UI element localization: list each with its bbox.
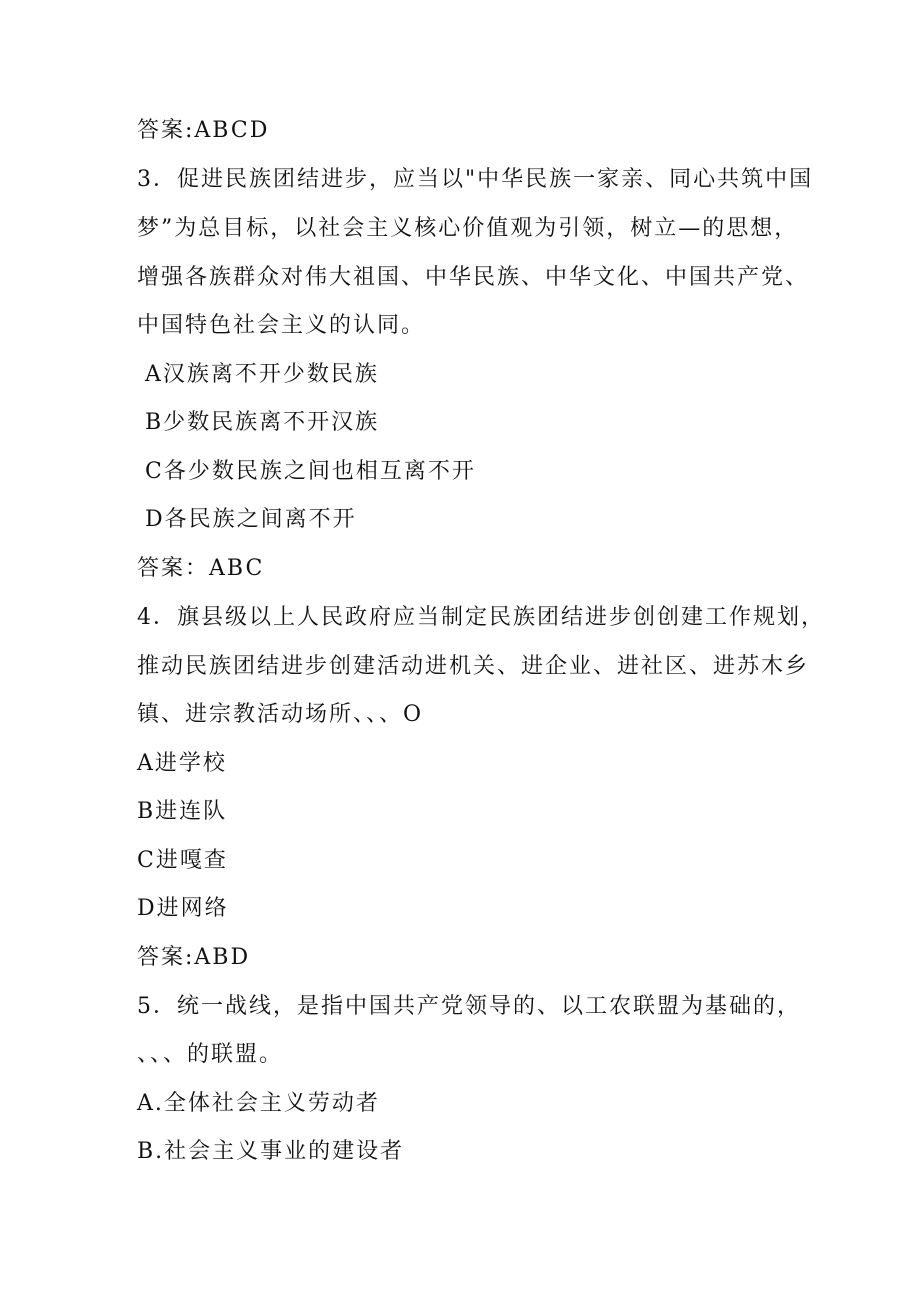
q4-text-line-3: 镇、进宗教活动场所、、、O [137,702,424,727]
q5-option-a: A.全体社会主义劳动者 [137,1091,380,1116]
q4-option-c: C进嘎查 [137,848,228,873]
q3-option-a: A汉族离不开少数民族 [145,362,379,387]
q4-text-line-2: 推动民族团结进步创建活动进机关、进企业、进社区、进苏木乡 [137,654,810,679]
q3-text-line-3: 增强各族群众对伟大祖国、中华民族、中华文化、中国共产党、 [137,265,810,290]
q3-option-b: B少数民族离不开汉族 [145,410,380,435]
q5-text-line-2: 、、、的联盟。 [137,1042,284,1067]
q3-option-c: C各少数民族之间也相互离不开 [145,459,476,484]
q4-option-d: D进网络 [137,896,229,921]
q3-answer: 答案：ABC [137,556,265,581]
q3-text-line-1: 3．促进民族团结进步，应当以"中华民族一家亲、同心共筑中国 [137,167,814,192]
q4-text-line-1: 4．旗县级以上人民政府应当制定民族团结进步创创建工作规划， [137,605,825,630]
q3-option-d: D各民族之间离不开 [145,507,357,532]
q5-option-b: B.社会主义事业的建设者 [137,1139,405,1164]
q5-text-line-1: 5．统一战线，是指中国共产党领导的、以工农联盟为基础的， [137,994,801,1019]
q4-answer: 答案:ABD [137,945,251,970]
q4-option-a: A进学校 [137,751,227,776]
q3-text-line-4: 中国特色社会主义的认同。 [137,313,426,338]
q3-text-line-2: 梦”为总目标，以社会主义核心价值观为引领，树立—的思想， [137,216,799,241]
q2-answer: 答案:ABCD [137,118,270,143]
q4-option-b: B进连队 [137,799,228,824]
